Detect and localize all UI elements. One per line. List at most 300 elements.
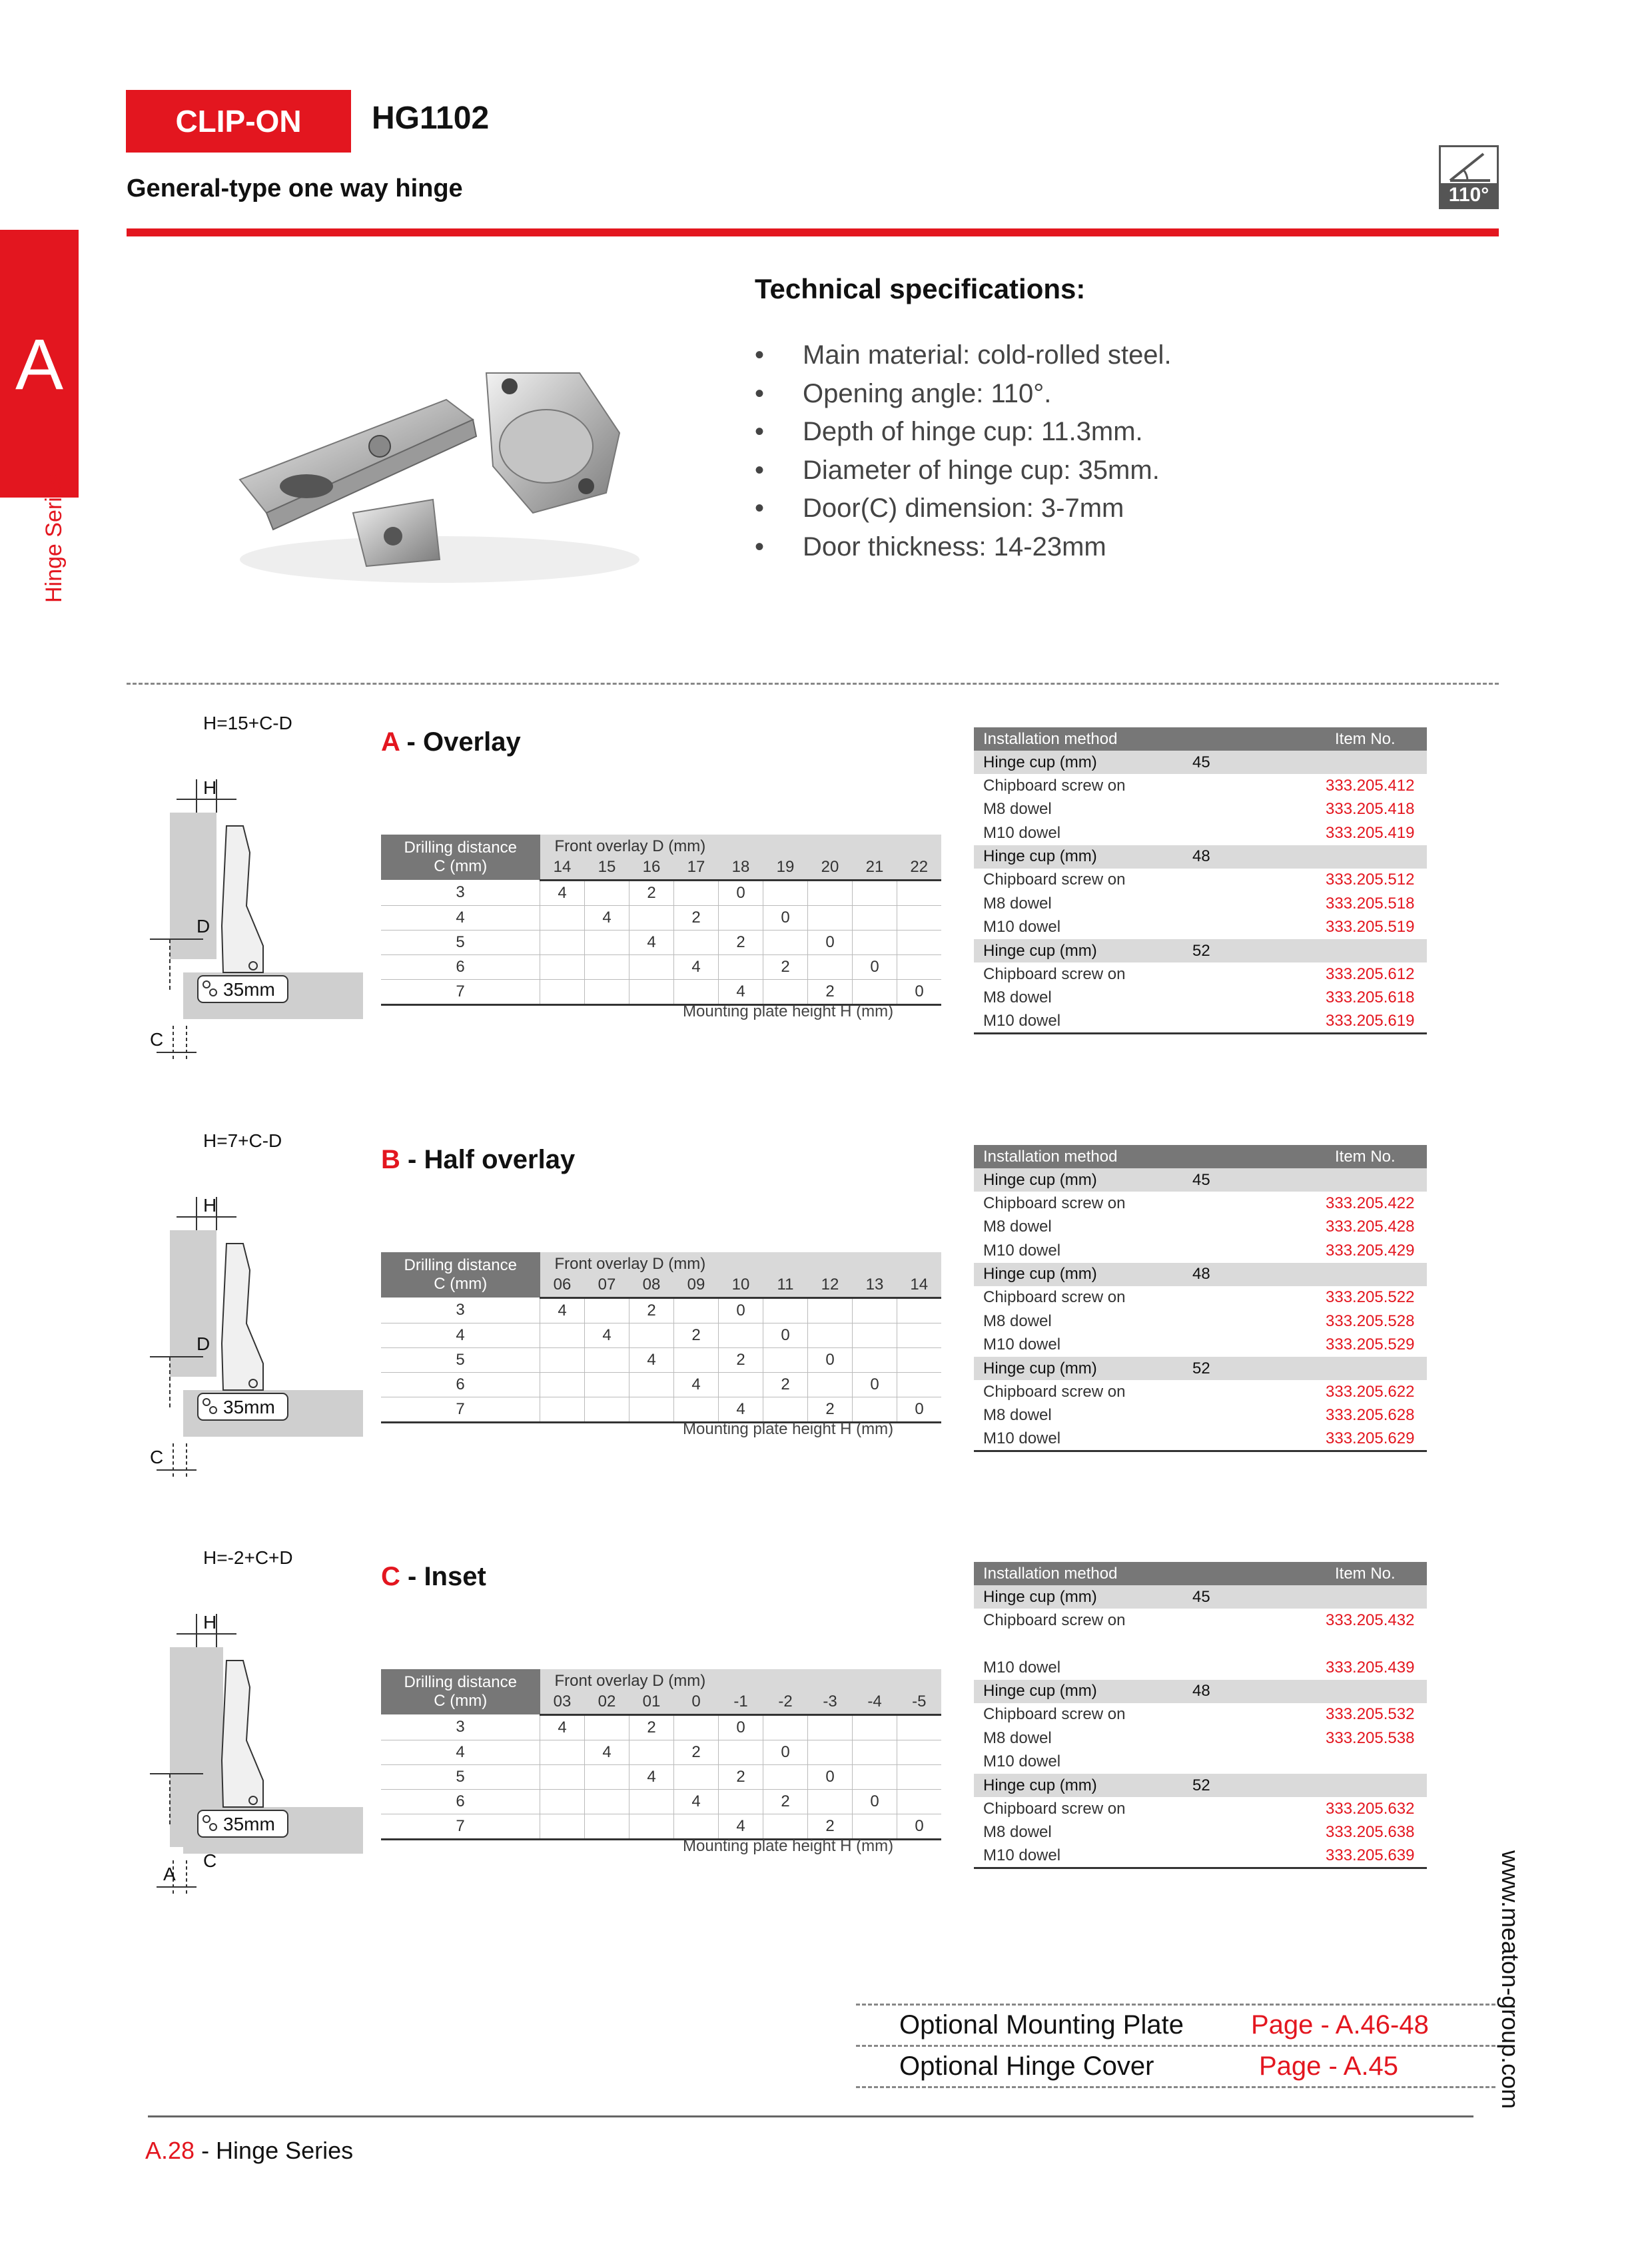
drilling-cell: 0: [763, 905, 808, 930]
drilling-cell: 0: [719, 1298, 763, 1323]
drilling-cell: [853, 1347, 897, 1372]
section-side-label: Hinge Series: [41, 473, 67, 603]
overlay-column-header: 09: [674, 1274, 719, 1298]
drilling-row: [381, 1347, 941, 1372]
drilling-cell: [540, 1789, 585, 1814]
drilling-cell: [585, 1764, 629, 1789]
drilling-cell: 5: [381, 1764, 540, 1789]
hinge-cup-row: [974, 1168, 1427, 1192]
drilling-cell: [719, 1323, 763, 1347]
front-overlay-header: Front overlay D (mm): [540, 1252, 942, 1274]
drilling-cell: 7: [381, 1814, 540, 1839]
installation-method: M8 dowel: [983, 1823, 1052, 1842]
drilling-cell: [585, 1298, 629, 1323]
item-row: [974, 1633, 1427, 1657]
hinge-cup-label: Hinge cup (mm): [983, 1265, 1097, 1283]
installation-method: M10 dowel: [974, 1427, 1326, 1451]
hinge-cup-row: [974, 845, 1427, 869]
installation-method-header: Installation method: [983, 729, 1118, 748]
drilling-cell: 5: [381, 1347, 540, 1372]
drilling-cell: 2: [629, 880, 674, 905]
drilling-cell: [853, 1740, 897, 1764]
hinge-cup-label: Hinge cup (mm): [983, 1776, 1097, 1794]
drilling-cell: [897, 1323, 942, 1347]
overlay-column-header: -5: [897, 1690, 942, 1714]
diagram-h-label: H: [203, 1612, 217, 1633]
item-row: [974, 1286, 1427, 1310]
item-row: [974, 1380, 1427, 1404]
hinge-cup-size: 48: [1192, 847, 1210, 865]
section-letter: A: [381, 727, 400, 757]
mounting-plate-height-label: Mounting plate height H (mm): [683, 1837, 894, 1855]
hinge-cup-label: Hinge cup (mm): [983, 847, 1097, 865]
drilling-cell: [629, 1789, 674, 1814]
drilling-cell: 2: [674, 905, 719, 930]
drilling-cell: 0: [763, 1323, 808, 1347]
item-row: [974, 986, 1427, 1010]
drilling-cell: [897, 1764, 942, 1789]
drilling-cell: 4: [381, 905, 540, 930]
hinge-installation-diagram: [143, 773, 363, 1066]
drilling-cell: [585, 1714, 629, 1740]
item-row: [974, 1192, 1427, 1216]
drilling-cell: 0: [808, 930, 853, 954]
item-row: [974, 1427, 1427, 1451]
drilling-cell: 4: [674, 1789, 719, 1814]
item-number: [1326, 1633, 1427, 1657]
diagram-d-label: D: [197, 1333, 210, 1354]
drilling-cell: 6: [381, 954, 540, 979]
clip-on-badge: CLIP-ON: [126, 90, 351, 153]
drilling-cell: [808, 1714, 853, 1740]
item-number: 333.205.619: [1326, 1010, 1427, 1034]
hinge-cup-label: Hinge cup (mm): [983, 1682, 1097, 1700]
diagram-d-label: D: [197, 916, 210, 936]
optional-hinge-cover-page[interactable]: Page - A.45: [1259, 2052, 1399, 2081]
drilling-cell: 4: [719, 1814, 763, 1839]
drilling-cell: [540, 1372, 585, 1397]
drilling-cell: 2: [674, 1740, 719, 1764]
drilling-cell: [853, 1814, 897, 1839]
overlay-column-header: 15: [585, 856, 629, 880]
drilling-cell: [674, 1764, 719, 1789]
drilling-cell: [719, 954, 763, 979]
drilling-cell: [540, 1323, 585, 1347]
drilling-row: [381, 1764, 941, 1789]
item-no-header: Item No.: [1335, 729, 1396, 748]
drilling-cell: [674, 1397, 719, 1422]
hinge-cup-row: [974, 751, 1427, 774]
installation-method: Chipboard screw on: [983, 1705, 1126, 1724]
drilling-cell: 6: [381, 1789, 540, 1814]
item-number: 333.205.428: [1326, 1218, 1415, 1236]
diagram-c-label: C: [150, 1029, 164, 1050]
spec-item: • Depth of hinge cup: 11.3mm.: [755, 417, 1143, 446]
model-number: HG1102: [372, 101, 490, 136]
drilling-cell: 2: [629, 1714, 674, 1740]
installation-method: M8 dowel: [983, 1728, 1052, 1747]
installation-method: M8 dowel: [983, 800, 1052, 819]
hinge-cup-size: 48: [1192, 1682, 1210, 1700]
drilling-cell: [808, 1298, 853, 1323]
drilling-row: [381, 979, 941, 1004]
installation-method: Chipboard screw on: [983, 1611, 1126, 1629]
drilling-cell: [674, 930, 719, 954]
drilling-cell: [629, 1323, 674, 1347]
drilling-cell: 4: [629, 930, 674, 954]
hinge-cup-row: [974, 1263, 1427, 1286]
drilling-cell: 4: [540, 1714, 585, 1740]
item-number: 333.205.638: [1326, 1823, 1415, 1842]
hinge-cup-label: Hinge cup (mm): [983, 1587, 1097, 1606]
hinge-cup-label: Hinge cup (mm): [983, 1170, 1097, 1189]
drilling-cell: [897, 1347, 942, 1372]
drilling-cell: 4: [540, 880, 585, 905]
hinge-cup-row: [974, 1680, 1427, 1703]
item-number: 333.205.432: [1326, 1611, 1415, 1629]
overlay-column-header: 17: [674, 856, 719, 880]
item-row: [974, 1404, 1427, 1428]
drilling-cell: [808, 954, 853, 979]
drilling-cell: [585, 954, 629, 979]
installation-method: Chipboard screw on: [983, 871, 1126, 889]
installation-method: M10 dowel: [983, 1752, 1061, 1771]
drilling-cell: 2: [629, 1298, 674, 1323]
optional-mounting-plate-label: Optional Mounting Plate: [899, 2010, 1184, 2040]
installation-method: Chipboard screw on: [983, 1799, 1126, 1818]
section-divider: [127, 683, 1499, 685]
item-number: 333.205.429: [1326, 1241, 1415, 1260]
drilling-cell: 4: [629, 1764, 674, 1789]
opening-angle-badge: [1439, 145, 1499, 209]
drilling-cell: [763, 1764, 808, 1789]
installation-method-header: Installation method: [983, 1147, 1118, 1166]
installation-method: M10 dowel: [983, 1335, 1061, 1354]
installation-method: M8 dowel: [983, 1218, 1052, 1236]
drilling-cell: [808, 880, 853, 905]
drilling-distance-header: Drilling distance C (mm): [381, 1252, 540, 1298]
item-number-table: [974, 1562, 1427, 1869]
drilling-cell: 2: [719, 1764, 763, 1789]
installation-method: M8 dowel: [983, 1311, 1052, 1330]
item-number: 333.205.628: [1326, 1406, 1415, 1425]
installation-method: Chipboard screw on: [983, 776, 1126, 795]
drilling-cell: [808, 1740, 853, 1764]
item-row: [974, 869, 1427, 893]
drilling-cell: [763, 1347, 808, 1372]
hinge-installation-diagram: [143, 1607, 363, 1900]
item-number: 333.205.422: [1326, 1194, 1415, 1212]
drilling-cell: 5: [381, 930, 540, 954]
item-number: 333.205.629: [1326, 1427, 1427, 1451]
website-url[interactable]: www.meaton-group.com: [1497, 1850, 1524, 2109]
hinge-cup-label: Hinge cup (mm): [983, 941, 1097, 960]
item-row: [974, 1656, 1427, 1680]
item-number: 333.205.518: [1326, 894, 1415, 913]
front-overlay-header: Front overlay D (mm): [540, 835, 942, 856]
hinge-cup-label: Hinge cup (mm): [983, 1359, 1097, 1377]
installation-method: Chipboard screw on: [983, 964, 1126, 983]
drilling-cell: [629, 1740, 674, 1764]
height-formula: H=-2+C+D: [203, 1547, 293, 1568]
item-row: [974, 1797, 1427, 1821]
drilling-cell: [585, 1372, 629, 1397]
drilling-cell: 0: [853, 954, 897, 979]
drilling-row: [381, 954, 941, 979]
drilling-cell: [763, 1814, 808, 1839]
overlay-column-header: 06: [540, 1274, 585, 1298]
spec-item: • Opening angle: 110°.: [755, 378, 1052, 408]
item-number: 333.205.512: [1326, 871, 1415, 889]
item-number: 333.205.522: [1326, 1288, 1415, 1307]
optional-divider: [856, 2045, 1495, 2047]
diagram-a-label: A: [163, 1864, 176, 1884]
hinge-cup-size: 52: [1192, 1359, 1210, 1377]
drilling-cell: [629, 954, 674, 979]
drilling-cell: [853, 930, 897, 954]
footer-rule: [148, 2115, 1473, 2117]
drilling-cell: 4: [585, 1323, 629, 1347]
drilling-cell: [719, 1789, 763, 1814]
drilling-cell: 4: [629, 1347, 674, 1372]
drilling-cell: [674, 1814, 719, 1839]
spec-item: • Diameter of hinge cup: 35mm.: [755, 455, 1160, 485]
drilling-cell: [540, 1397, 585, 1422]
drilling-distance-header: Drilling distance C (mm): [381, 1669, 540, 1714]
drilling-cell: 4: [585, 1740, 629, 1764]
drilling-cell: 0: [897, 1397, 942, 1422]
drilling-cell: [853, 1714, 897, 1740]
drilling-cell: [853, 1764, 897, 1789]
drilling-row: [381, 1298, 941, 1323]
item-row: [974, 1750, 1427, 1774]
overlay-column-header: 21: [853, 856, 897, 880]
item-number-table: [974, 1145, 1427, 1452]
installation-method: M10 dowel: [983, 918, 1061, 936]
overlay-column-header: 14: [897, 1274, 942, 1298]
overlay-column-header: 13: [853, 1274, 897, 1298]
overlay-column-header: -3: [808, 1690, 853, 1714]
drilling-cell: 4: [674, 1372, 719, 1397]
drilling-cell: [674, 1347, 719, 1372]
installation-method: M10 dowel: [983, 1241, 1061, 1260]
item-number: 333.205.528: [1326, 1311, 1415, 1330]
hinge-cup-size: 45: [1192, 1587, 1210, 1606]
drilling-cell: [763, 880, 808, 905]
drilling-cell: [540, 1764, 585, 1789]
overlay-column-header: 07: [585, 1274, 629, 1298]
drilling-cell: 0: [719, 1714, 763, 1740]
drilling-cell: [719, 1740, 763, 1764]
drilling-cell: [629, 979, 674, 1004]
drilling-cell: [585, 1397, 629, 1422]
drilling-cell: 0: [897, 1814, 942, 1839]
drilling-row: [381, 930, 941, 954]
hinge-cup-size: 52: [1192, 941, 1210, 960]
diagram-cup-label: 35mm: [223, 1814, 275, 1834]
drilling-cell: 0: [808, 1764, 853, 1789]
drilling-cell: [853, 1298, 897, 1323]
mounting-plate-height-label: Mounting plate height H (mm): [683, 1002, 894, 1020]
item-row: [974, 1216, 1427, 1240]
diagram-cup-label: 35mm: [223, 1397, 275, 1417]
drilling-cell: [629, 1814, 674, 1839]
drilling-cell: 4: [719, 1397, 763, 1422]
drilling-cell: [853, 1323, 897, 1347]
overlay-column-header: -4: [853, 1690, 897, 1714]
drilling-cell: 0: [853, 1789, 897, 1814]
overlay-column-header: 03: [540, 1690, 585, 1714]
drilling-cell: [897, 1372, 942, 1397]
drilling-row: [381, 1397, 941, 1422]
item-row: [974, 821, 1427, 845]
hinge-installation-diagram: [143, 1190, 363, 1483]
drilling-cell: [585, 880, 629, 905]
mounting-plate-height-label: Mounting plate height H (mm): [683, 1420, 894, 1438]
hinge-cup-row: [974, 1585, 1427, 1609]
optional-mounting-plate-page[interactable]: Page - A.46-48: [1251, 2010, 1429, 2040]
drilling-cell: 2: [763, 1372, 808, 1397]
drilling-cell: [540, 930, 585, 954]
drilling-row: [381, 1789, 941, 1814]
section-tab: A: [0, 230, 79, 498]
hinge-cup-size: 48: [1192, 1265, 1210, 1283]
drilling-cell: 0: [853, 1372, 897, 1397]
section-name: - Inset: [400, 1562, 486, 1591]
item-no-header: Item No.: [1335, 1564, 1396, 1583]
drilling-cell: 4: [381, 1323, 540, 1347]
item-number-table: [974, 727, 1427, 1034]
drilling-cell: 4: [381, 1740, 540, 1764]
hinge-cup-row: [974, 939, 1427, 962]
optional-divider: [856, 2004, 1495, 2006]
drilling-cell: [540, 905, 585, 930]
overlay-column-header: 01: [629, 1690, 674, 1714]
overlay-column-header: 11: [763, 1274, 808, 1298]
drilling-cell: [674, 880, 719, 905]
item-table-header: [974, 1562, 1427, 1585]
drilling-cell: [763, 1298, 808, 1323]
overlay-column-header: 16: [629, 856, 674, 880]
section-title: [381, 1145, 575, 1175]
drilling-cell: [897, 1740, 942, 1764]
drilling-cell: [897, 1789, 942, 1814]
diagram-cup-label: 35mm: [223, 979, 275, 1000]
drilling-cell: 7: [381, 979, 540, 1004]
overlay-column-header: 14: [540, 856, 585, 880]
drilling-cell: [853, 880, 897, 905]
drilling-cell: [585, 1347, 629, 1372]
drilling-cell: [540, 1814, 585, 1839]
drilling-cell: [585, 1789, 629, 1814]
drilling-cell: 4: [540, 1298, 585, 1323]
item-row: [974, 1844, 1427, 1868]
item-number: 333.205.618: [1326, 988, 1415, 1007]
spec-item: • Door(C) dimension: 3-7mm: [755, 494, 1124, 523]
overlay-column-header: 0: [674, 1690, 719, 1714]
drilling-cell: 3: [381, 1298, 540, 1323]
item-row: [974, 774, 1427, 798]
item-number: [1326, 1750, 1427, 1774]
drilling-cell: 3: [381, 1714, 540, 1740]
drilling-cell: 0: [808, 1347, 853, 1372]
diagram-c-label: C: [203, 1850, 217, 1871]
item-number: 333.205.639: [1326, 1844, 1427, 1868]
drilling-cell: 2: [763, 1789, 808, 1814]
drilling-cell: [629, 1372, 674, 1397]
hinge-cup-label: Hinge cup (mm): [983, 753, 1097, 771]
overlay-column-header: 20: [808, 856, 853, 880]
drilling-cell: [585, 979, 629, 1004]
item-number: 333.205.519: [1326, 918, 1415, 936]
drilling-row: [381, 1323, 941, 1347]
drilling-table: [381, 835, 941, 1006]
drilling-cell: 2: [674, 1323, 719, 1347]
page-footer: [145, 2137, 353, 2165]
header-rule: [127, 228, 1499, 236]
drilling-cell: [763, 979, 808, 1004]
section-title: [381, 1562, 486, 1592]
installation-method: M10 dowel: [974, 1010, 1326, 1034]
drilling-cell: [853, 905, 897, 930]
drilling-cell: 2: [719, 1347, 763, 1372]
hinge-cup-size: 45: [1192, 753, 1210, 771]
drilling-cell: [540, 1740, 585, 1764]
item-row: [974, 916, 1427, 940]
front-overlay-header: Front overlay D (mm): [540, 1669, 942, 1690]
item-row: [974, 1309, 1427, 1333]
drilling-cell: [674, 1298, 719, 1323]
footer-section: - Hinge Series: [195, 2137, 354, 2164]
diagram-h-label: H: [203, 1195, 217, 1216]
item-number: 333.205.439: [1326, 1658, 1415, 1677]
hinge-cup-size: 45: [1192, 1170, 1210, 1189]
drilling-cell: [719, 905, 763, 930]
drilling-table: [381, 1669, 941, 1840]
angle-icon: [1441, 147, 1497, 185]
drilling-cell: [808, 905, 853, 930]
overlay-column-header: 10: [719, 1274, 763, 1298]
drilling-cell: 2: [763, 954, 808, 979]
drilling-cell: 7: [381, 1397, 540, 1422]
drilling-cell: [763, 1714, 808, 1740]
drilling-cell: [897, 880, 942, 905]
specs-title: Technical specifications:: [755, 273, 1086, 304]
spec-item: • Main material: cold-rolled steel.: [755, 340, 1172, 370]
drilling-cell: 4: [585, 905, 629, 930]
drilling-cell: [540, 954, 585, 979]
item-row: [974, 1703, 1427, 1727]
drilling-cell: 2: [808, 1814, 853, 1839]
item-row: [974, 962, 1427, 986]
drilling-table: [381, 1252, 941, 1423]
installation-method: M10 dowel: [974, 1844, 1326, 1868]
drilling-cell: [897, 905, 942, 930]
item-table-header: [974, 1145, 1427, 1168]
item-number: 333.205.532: [1326, 1705, 1415, 1724]
item-row: [974, 1821, 1427, 1845]
drilling-cell: [763, 930, 808, 954]
product-subtitle: General-type one way hinge: [127, 175, 463, 202]
drilling-cell: 0: [763, 1740, 808, 1764]
item-number: 333.205.418: [1326, 800, 1415, 819]
section-title: [381, 727, 521, 757]
drilling-cell: 0: [897, 979, 942, 1004]
drilling-cell: [853, 1397, 897, 1422]
hinge-product-image: [220, 360, 659, 599]
drilling-cell: [897, 1714, 942, 1740]
drilling-cell: [897, 1298, 942, 1323]
